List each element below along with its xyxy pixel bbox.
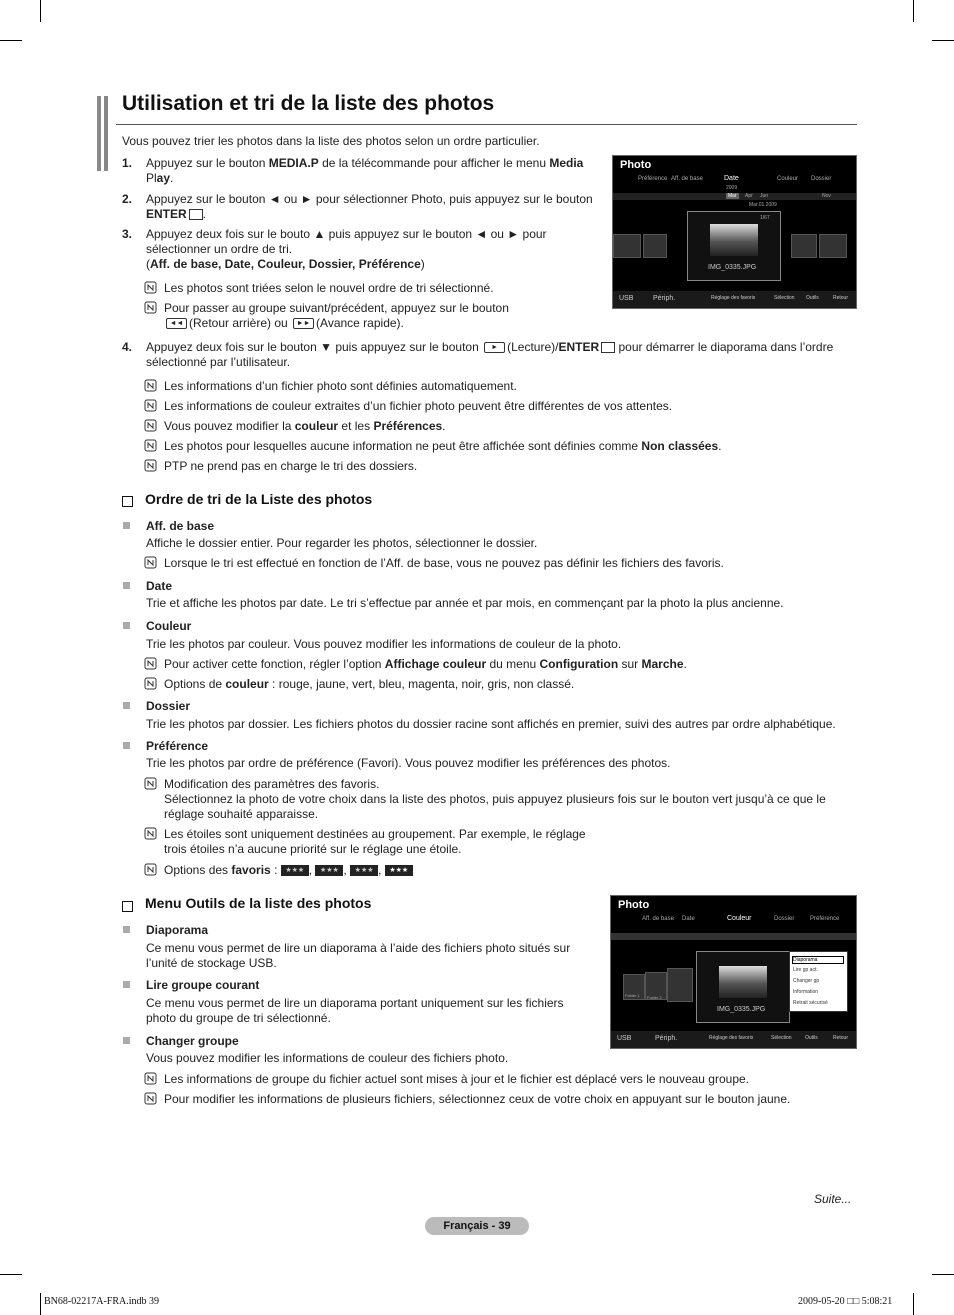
return-label: Retour (833, 1035, 849, 1041)
bullet-icon (123, 622, 130, 629)
favorites-label: Réglage des favoris (711, 295, 756, 301)
note-icon (144, 863, 157, 876)
select-label: Sélection (774, 295, 795, 301)
step-number: 3. (122, 227, 133, 241)
star-rating-1-icon: ★★★ (315, 865, 343, 876)
item-head: Changer groupe (146, 1034, 239, 1048)
menu-item-slideshow[interactable]: Diaporama (792, 956, 844, 964)
bullet-icon (123, 1037, 130, 1044)
bullet-icon (123, 926, 130, 933)
play-icon: ► (484, 342, 505, 353)
title-rule (116, 124, 857, 125)
tv-month: Apr (745, 193, 753, 199)
tv-thumbnail (791, 234, 817, 258)
tv-folder-label: Folder 2 (647, 995, 662, 1000)
tv-tab: Dossier (811, 176, 832, 182)
menu-item-play-group[interactable]: Lire gp act. (793, 967, 818, 973)
step-4-text: Appuyez deux fois sur le bouton ▼ puis appuyez sur le bouton ► (Lecture)/ENTER pour démarrer le diaporama dans l’ordre sélectionné par l’utilisateur. (146, 340, 834, 369)
step-3-text: Appuyez deux fois sur le bouto ▲ puis appuyez sur le bouton ◄ ou ► pour sélectionner un ordre de tri. (Aff. de base, Date, Couleur, Dossier, Préférence) (146, 227, 547, 271)
usb-label: USB (617, 1035, 632, 1042)
note-text: Les photos pour lesquelles aucune information ne peut être affichée sont définies comme Non classées. (164, 439, 722, 453)
note-icon (144, 1072, 157, 1085)
tv-header: Photo (620, 159, 652, 171)
item-head: Diaporama (146, 923, 209, 937)
tv-month: Jun (760, 193, 769, 199)
continued-label: Suite... (814, 1192, 852, 1206)
note-text: Options des favoris : ★★★ , ★★★ , ★★★ , ★★★ (164, 863, 413, 878)
bullet-icon (123, 582, 130, 589)
note-icon (144, 281, 157, 294)
tv-selected-photo (696, 951, 790, 1023)
note-icon (144, 301, 157, 314)
step-1-text: Appuyez sur le bouton MEDIA.P de la télécommande pour afficher le menu Media Play. (146, 156, 584, 185)
tools-label: Outils (806, 295, 819, 301)
tv-screen-photo-sort (612, 155, 857, 309)
return-label: Retour (833, 295, 849, 301)
device-label: Périph. (655, 1035, 678, 1042)
note-text: PTP ne prend pas en charge le tri des dossiers. (164, 459, 418, 473)
item-text: Affiche le dossier entier. Pour regarder les photos, sélectionner le dossier. (146, 536, 538, 550)
note-text: Pour modifier les informations de plusieurs fichiers, sélectionnez ceux de votre choix en appuyant sur le bouton jaune. (164, 1092, 791, 1106)
step-2-text: Appuyez sur le bouton ◄ ou ► pour sélectionner Photo, puis appuyez sur le bouton ENTER . (146, 192, 593, 221)
footer-timestamp: 2009-05-20 □□ 5:08:21 (798, 1296, 893, 1307)
photo-image (710, 224, 758, 256)
note-text: Options de couleur : rouge, jaune, vert, bleu, magenta, noir, gris, non classé. (164, 677, 575, 691)
device-label: Périph. (653, 295, 676, 302)
star-rating-2-icon: ★★★ (350, 865, 378, 876)
select-label: Sélection (771, 1035, 792, 1041)
item-text: Ce menu vous permet de lire un diaporama à l’aide des fichiers photo situés sur l’unité de stockage USB. (146, 941, 571, 970)
tv-tab: Préférence (810, 916, 840, 922)
note-icon (144, 777, 157, 790)
section-checkbox-icon (122, 901, 133, 912)
item-text: Trie les photos par ordre de préférence (Favori). Vous pouvez modifier les préférences des photos. (146, 756, 671, 770)
note-icon (144, 439, 157, 452)
tv-thumbnail (613, 234, 641, 258)
tv-tab: Couleur (777, 176, 799, 182)
tv-selected-photo (687, 211, 781, 281)
section-title: Menu Outils de la liste des photos (145, 895, 372, 911)
menu-item-safe-remove[interactable]: Retrait sécurisé (793, 1000, 828, 1006)
tools-popup-menu (789, 951, 848, 1012)
note-icon (144, 827, 157, 840)
tv-counter: 1/67 (760, 215, 770, 221)
star-rating-3-icon: ★★★ (385, 865, 413, 876)
bullet-icon (123, 981, 130, 988)
tools-label: Outils (805, 1035, 818, 1041)
tv-thumbnail (819, 234, 847, 258)
tv-month: Nov (822, 193, 831, 199)
enter-icon (189, 209, 203, 220)
item-text: Trie et affiche les photos par date. Le tri s’effectue par année et par mois, en commençant par la photo la plus ancienne. (146, 596, 784, 610)
tv-thumbnail (667, 968, 693, 1002)
tv-screen-tools-menu (610, 895, 857, 1049)
enter-icon (601, 342, 615, 353)
tv-date: Mar.01.2009 (749, 202, 777, 208)
section-title: Ordre de tri de la Liste des photos (145, 491, 373, 507)
item-head: Préférence (146, 739, 209, 753)
note-icon (144, 657, 157, 670)
bullet-icon (123, 522, 130, 529)
note-text: Les informations d’un fichier photo sont définies automatiquement. (164, 379, 517, 393)
note-text: Pour passer au groupe suivant/précédent, appuyez sur le bouton ◄◄ (Retour arrière) ou ►► (Avance rapide). (164, 301, 509, 330)
tv-folder-label: Folder 1 (625, 993, 640, 998)
tv-month: Mar (728, 193, 737, 199)
note-text: Vous pouvez modifier la couleur et les Préférences. (164, 419, 446, 433)
item-text: Trie les photos par dossier. Les fichiers photos du dossier racine sont affichés en premier, suivi des autres par ordre alphabétique. (146, 717, 836, 731)
note-icon (144, 1092, 157, 1105)
tv-year: 2009 (726, 185, 738, 191)
note-icon (144, 459, 157, 472)
usb-label: USB (619, 295, 634, 302)
note-icon (144, 677, 157, 690)
star-rating-0-icon: ★★★ (281, 865, 309, 876)
menu-item-change-group[interactable]: Changer gp (793, 978, 820, 984)
tv-tab-selected: Couleur (727, 915, 752, 922)
tv-thumbnail (643, 234, 667, 258)
step-number: 2. (122, 192, 133, 206)
note-icon (144, 556, 157, 569)
item-head: Couleur (146, 619, 192, 633)
tv-filename: IMG_0335.JPG (717, 1006, 766, 1013)
tv-tab-selected: Date (724, 175, 739, 182)
fast-forward-icon: ►► (293, 318, 314, 329)
step-number: 4. (122, 340, 133, 354)
item-text: Vous pouvez modifier les informations de couleur des fichiers photo. (146, 1051, 509, 1065)
item-head: Dossier (146, 699, 191, 713)
rewind-icon: ◄◄ (166, 318, 187, 329)
item-text: Trie les photos par couleur. Vous pouvez modifier les informations de couleur de la photo. (146, 637, 622, 651)
note-text: Modification des paramètres des favoris. Sélectionnez la photo de votre choix dans la liste des photos, puis appuyez plusieurs fois sur le bouton vert jusqu’à ce que le réglage souhaité apparaisse. (164, 777, 826, 821)
intro-text: Vous pouvez trier les photos dans la liste des photos selon un ordre particulier. (122, 134, 540, 148)
photo-image (719, 966, 767, 998)
note-text: Les informations de groupe du fichier actuel sont mises à jour et le fichier est déplacé vers le nouveau groupe. (164, 1072, 749, 1086)
note-icon (144, 379, 157, 392)
tv-tab: Aff. de base (671, 176, 703, 182)
tv-status-bar (611, 1031, 856, 1048)
item-text: Ce menu vous permet de lire un diaporama portant uniquement sur les fichiers photo du groupe de tri sélectionné. (146, 996, 564, 1025)
tv-tab: Date (682, 916, 695, 922)
note-text: Les informations de couleur extraites d’un fichier photo peuvent être différentes de vos attentes. (164, 399, 673, 413)
item-head: Lire groupe courant (146, 978, 260, 992)
item-head: Date (146, 579, 173, 593)
note-text: Les étoiles sont uniquement destinées au groupement. Par exemple, le réglage trois étoiles n’a aucune priorité sur le réglage une étoile. (164, 827, 586, 856)
menu-item-information[interactable]: Information (793, 989, 819, 995)
page-number-badge: Français - 39 (425, 1217, 529, 1235)
note-text: Pour activer cette fonction, régler l’option Affichage couleur du menu Configuration sur Marche. (164, 657, 687, 671)
tv-tab: Dossier (774, 916, 795, 922)
bullet-icon (123, 742, 130, 749)
item-head: Aff. de base (146, 519, 215, 533)
tv-tab: Préférence (638, 176, 668, 182)
favorites-label: Réglage des favoris (709, 1035, 754, 1041)
note-text: Lorsque le tri est effectué en fonction de l’Aff. de base, vous ne pouvez pas définir les fichiers des favoris. (164, 556, 724, 570)
tv-status-bar (613, 291, 856, 308)
note-icon (144, 399, 157, 412)
tv-header: Photo (618, 899, 650, 911)
section-checkbox-icon (122, 496, 133, 507)
page-title: Utilisation et tri de la liste des photos (122, 92, 495, 115)
tv-filename: IMG_0335.JPG (708, 264, 757, 271)
note-icon (144, 419, 157, 432)
note-text: Les photos sont triées selon le nouvel ordre de tri sélectionné. (164, 281, 494, 295)
tv-timeline (611, 933, 856, 940)
step-number: 1. (122, 156, 133, 170)
tv-tab: Aff. de base (642, 916, 674, 922)
footer-file-label: BN68-02217A-FRA.indb 39 (44, 1296, 160, 1307)
bullet-icon (123, 702, 130, 709)
